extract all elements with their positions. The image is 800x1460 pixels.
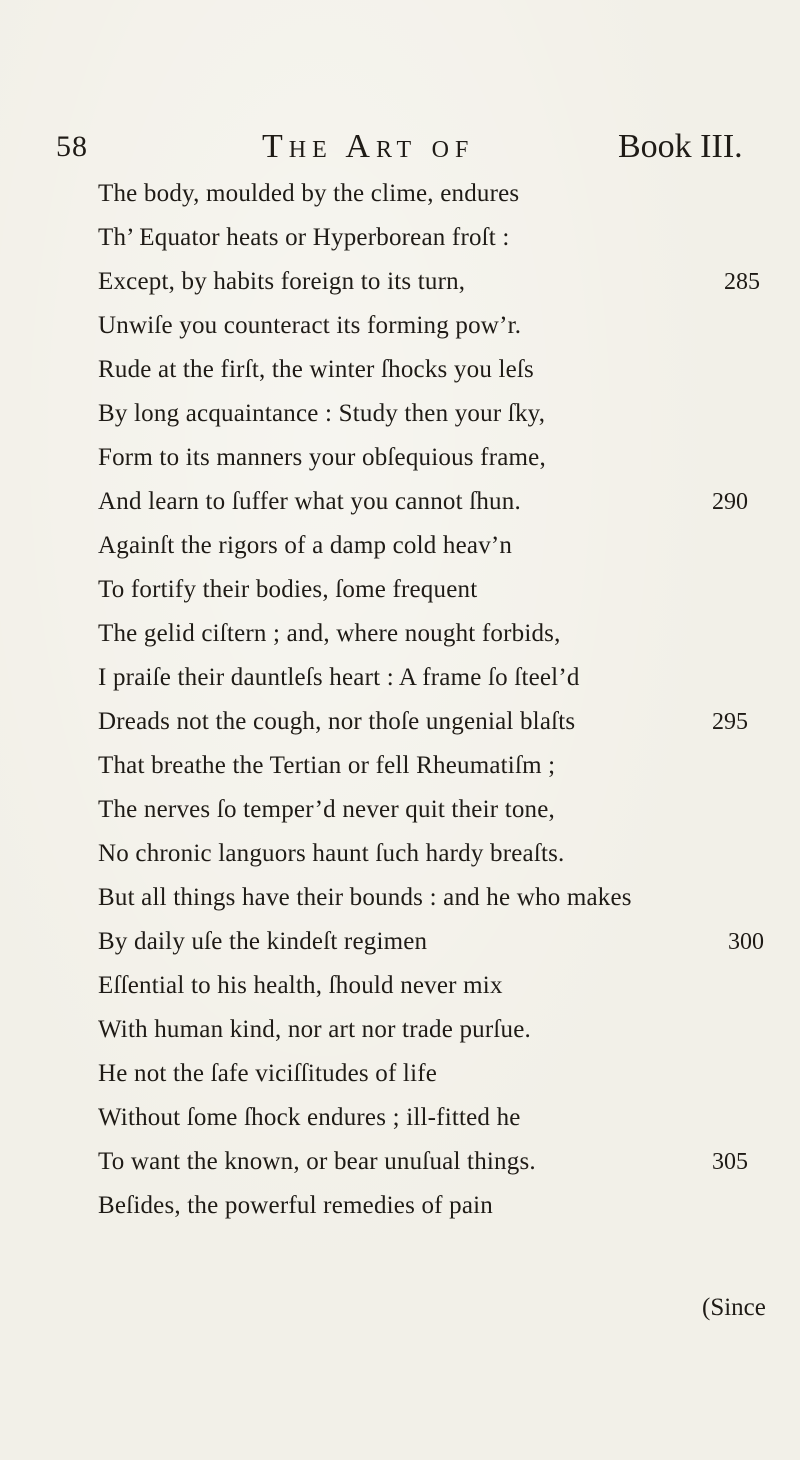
verse-line: Form to its manners your obſequious frame, [98, 444, 546, 471]
verse-line: Unwiſe you counteract its forming pow’r. [98, 312, 522, 339]
verse-line: The body, moulded by the clime, endures [98, 180, 520, 207]
verse-line: I praiſe their dauntleſs heart : A frame ſo ſteel’d [98, 664, 580, 691]
verse-line: And learn to ſuffer what you cannot ſhun. [98, 488, 521, 515]
page-number: 58 [56, 130, 88, 163]
verse-line: To want the known, or bear unuſual things. [98, 1148, 536, 1175]
running-title: The Art of [262, 128, 475, 165]
line-number: 290 [712, 489, 748, 515]
verse-line: No chronic languors haunt ſuch hardy breaſts. [98, 840, 565, 867]
verse-line: By long acquaintance : Study then your ſky, [98, 400, 546, 427]
catchword: (Since [702, 1294, 766, 1321]
verse-line: By daily uſe the kindeſt regimen [98, 928, 428, 955]
verse-line: He not the ſafe viciſſitudes of life [98, 1060, 438, 1087]
line-number: 295 [712, 709, 748, 735]
verse-line: Eſſential to his health, ſhould never mix [98, 972, 503, 999]
verse-line: The nerves ſo temper’d never quit their tone, [98, 796, 555, 823]
verse-line: Rude at the firſt, the winter ſhocks you leſs [98, 356, 534, 383]
verse-line: To fortify their bodies, ſome frequent [98, 576, 478, 603]
line-number: 305 [712, 1149, 748, 1175]
verse-line: Dreads not the cough, nor thoſe ungenial blaſts [98, 708, 576, 735]
verse-line: Againſt the rigors of a damp cold heav’n [98, 532, 513, 559]
verse-line: Except, by habits foreign to its turn, [98, 268, 466, 295]
book-label: Book III. [618, 128, 743, 165]
verse-line: With human kind, nor art nor trade purſue. [98, 1016, 531, 1043]
verse-line: Th’ Equator heats or Hyperborean froſt : [98, 224, 510, 251]
line-number: 300 [728, 929, 764, 955]
verse-line: That breathe the Tertian or fell Rheumatiſm ; [98, 752, 556, 779]
verse-line: Without ſome ſhock endures ; ill-fitted he [98, 1104, 521, 1131]
verse-line: But all things have their bounds : and he who makes [98, 884, 632, 911]
page-header [0, 128, 800, 172]
verse-line: The gelid ciſtern ; and, where nought forbids, [98, 620, 561, 647]
line-number: 285 [724, 269, 760, 295]
verse-line: Beſides, the powerful remedies of pain [98, 1192, 493, 1219]
